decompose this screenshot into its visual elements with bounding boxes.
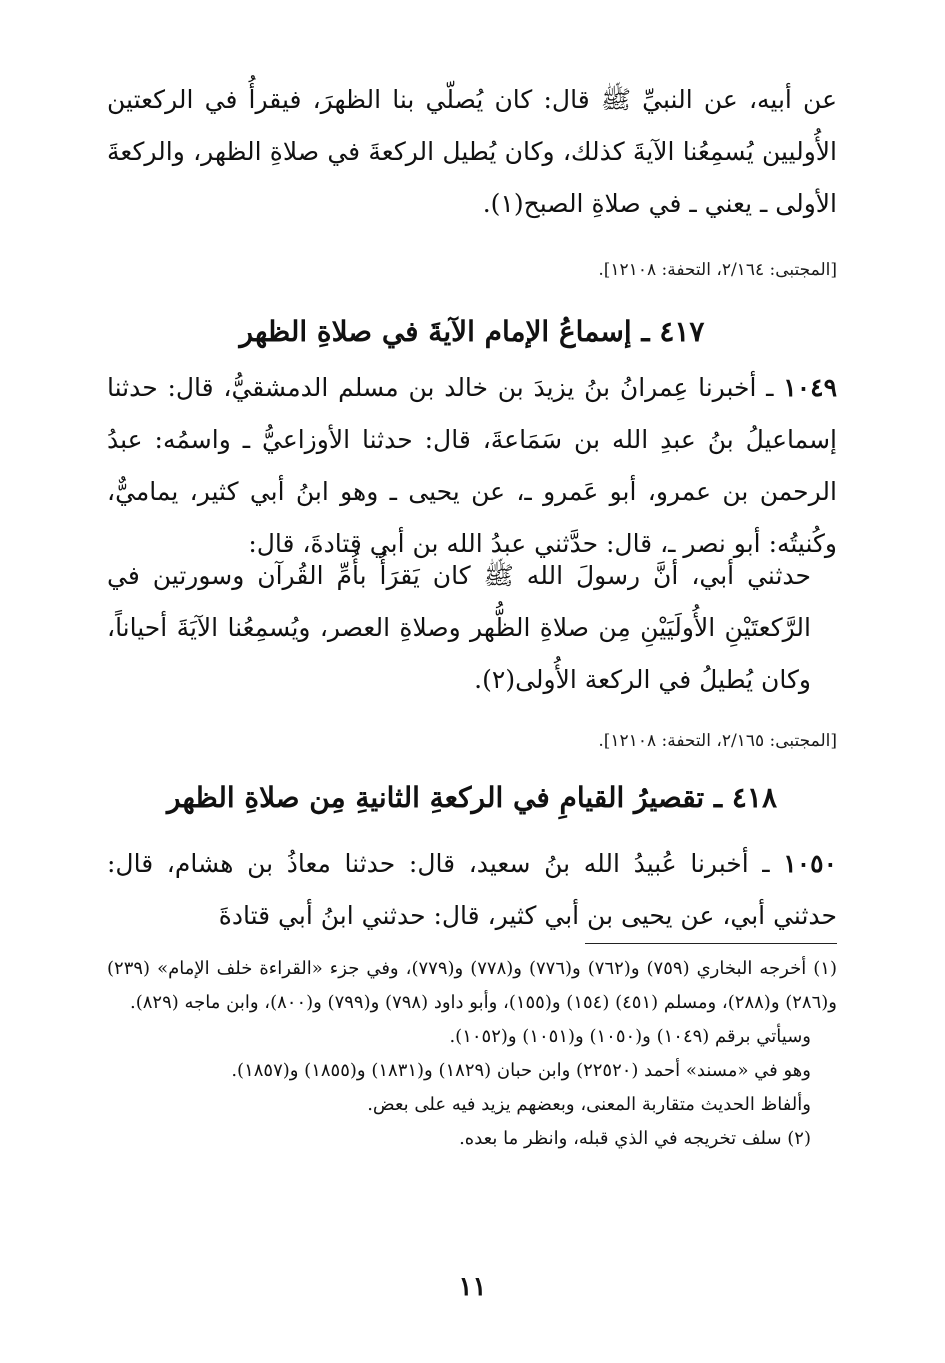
hadith-1050 <box>107 838 837 942</box>
chapter-heading-418: ٤١٨ ـ تقصيرُ القيامِ في الركعةِ الثانيةِ مِن صلاةِ الظهر <box>167 781 777 814</box>
isnad-text: ـ أخبرنا عِمرانُ بنُ يزيدَ بن خالد بن مسلم الدمشقيُّ، قال: حدثنا إسماعيلُ بنُ عبدِ الله بن سَمَاعةَ، قال: حدثنا الأوزاعيُّ ـ واسمُه: عبدُ الرحمن بن عمرو، أبو عَمرو ـ، عن يحيى ـ وهو ابنُ أبي كثير، يماميٌّ، وكُنيتُه: أبو نصر ـ، قال: حدَّثني عبدُ الله بن أبي قتادةَ، قال: <box>107 373 837 558</box>
footnote-1-musnad: وهو في «مسند» أحمد (٢٢٥٢٠) وابن حبان (١٨٢٩) و(١٨٣١) و(١٨٥٥) و(١٨٥٧). <box>231 1060 811 1081</box>
reference-line <box>107 258 837 282</box>
reference-line <box>107 729 837 753</box>
hadith-1048-continuation <box>107 74 837 230</box>
hadith-text <box>107 838 837 942</box>
footnote-1-remark: وألفاظ الحديث متقاربة المعنى، وبعضهم يزيد فيه على بعض. <box>367 1094 811 1115</box>
footnote-2: (٢) سلف تخريجه في الذي قبله، وانظر ما بعده. <box>459 1128 811 1149</box>
reference-text: [المجتبى: ٢/١٦٤، التحفة: ١٢١٠٨]. <box>598 260 837 280</box>
hadith-1049 <box>107 362 837 570</box>
page-number: ١١ <box>458 1272 487 1302</box>
footnote-separator <box>585 943 837 944</box>
footnote-1: (١) أخرجه البخاري (٧٥٩) و(٧٦٢) و(٧٧٦) و(٧٧٨) و(٧٧٩)، وفي جزء «القراءة خلف الإمام» (٢٣٩) و(٢٨٦) و(٢٨٨)، ومسلم (٤٥١) (١٥٤) و(١٥٥)، وأبو داود (٧٩٨) و(٧٩٩) و(٨٠٠)، وابن ماجه (٨٢٩). <box>107 958 837 1013</box>
hadith-text: عن أبيه، عن النبيِّ ﷺ قال: كان يُصلّي بنا الظهرَ، فيقرأُ في الركعتين الأُوليين يُسمِعُنا الآيةَ كذلك، وكان يُطيل الركعةَ في صلاةِ الظهر، والركعةَ الأولى ـ يعني ـ في صلاةِ الصبح(١). <box>107 85 837 218</box>
hadith-body: ـ أخبرنا عُبيدُ الله بنُ سعيد، قال: حدثنا معاذُ بن هشام، قال: حدثني أبي، عن يحيى بن أبي كثير، قال: حدثني ابنُ أبي قتادةَ <box>107 849 837 930</box>
hadith-number: ١٠٥٠ <box>783 849 838 878</box>
reference-text: [المجتبى: ٢/١٦٥، التحفة: ١٢١٠٨]. <box>598 731 837 751</box>
footnote-1-cross-reference: وسيأتي برقم (١٠٤٩) و(١٠٥٠) و(١٠٥١) و(١٠٥٢). <box>449 1026 811 1047</box>
footnotes <box>107 952 837 1156</box>
matn-text: حدثني أبي، أنَّ رسولَ الله ﷺ كان يَقرَأُ بأُمِّ القُرآن وسورتين في الرَّكعتَيْنِ الأُولَيَيْنِ مِن صلاةِ الظُّهر وصلاةِ العصر، ويُسمِعُنا الآيَةَ أحياناً، وكان يُطيلُ في الركعة الأُولى(٢). <box>107 561 811 694</box>
hadith-isnad <box>107 362 837 570</box>
hadith-number: ١٠٤٩ <box>783 373 837 402</box>
chapter-heading-417: ٤١٧ ـ إسماعُ الإمام الآيةَ في صلاةِ الظهر <box>239 315 705 348</box>
hadith-1049-matn <box>107 550 837 706</box>
